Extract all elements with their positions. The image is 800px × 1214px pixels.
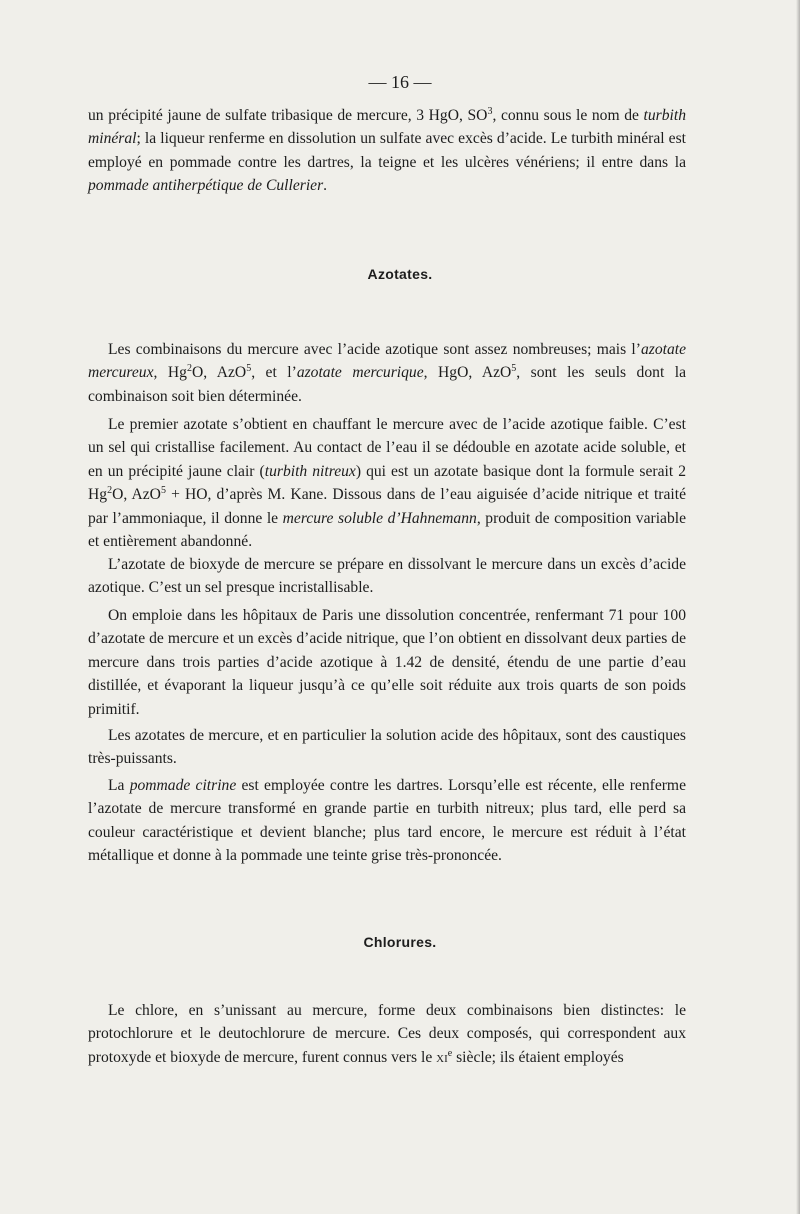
paragraph-pommade-citrine: La pommade citrine est employée contre les dartres. Lorsqu’elle est récente, elle renferme l’azotate de mercure transformé en grande partie en turbith nitreux; plus tard, elle perd sa couleur caractéristique et devient blanche; plus tard encore, le mercure est réduit à l’état métallique et donne à la pommade une teinte grise très-prononcée. (88, 777, 686, 865)
section-heading-azotates: Azotates. (367, 266, 433, 282)
paragraph-chlorures-intro: Le chlore, en s’unissant au mercure, forme deux combinaisons bien distinctes: le protochlorure et le deutochlorure de mercure. Ces deux composés, qui correspondent aux protoxyde et bioxyde de mercure, furent connus vers le $xi^e$ siècle; ils étaient employés (88, 1002, 686, 1066)
page-number: — 16 — (368, 72, 432, 92)
paragraph-azotate-bioxyde: L’azotate de bioxyde de mercure se prépare en dissolvant le mercure dans un excès d’acide azotique. C’est un sel presque incristallisable. (88, 556, 686, 597)
paragraph-azotates-intro: Les combinaisons du mercure avec l’acide azotique sont assez nombreuses; mais l’azotate mercureux, Hg$^2$O, AzO$^5$, et l’azotate mercurique, HgO, AzO$^5$, sont les seuls dont la combinaison soit bien déterminée. (88, 341, 687, 405)
paragraph-hopitaux-paris: On emploie dans les hôpitaux de Paris une dissolution concentrée, renfermant 71 pour 100 d’azotate de mercure et un excès d’acide nitrique, que l’on obtient en dissolvant deux parties de mercure dans trois parties d’acide azotique à 1.42 de densité, étendu de une partie d’eau distillée, et évaporant la liqueur jusqu’à ce qu’elle soit réduite aux trois quarts de son poids primitif. (88, 607, 686, 718)
section-heading-chlorures: Chlorures. (363, 934, 437, 950)
paragraph-turbith-mineral: un précipité jaune de sulfate tribasique de mercure, 3 HgO, $SO^3$, connu sous le nom de turbith minéral; la liqueur renferme en dissolution un sulfate avec excès d’acide. Le turbith minéral est employé en pommade contre les dartres, la teigne et les ulcères vénériens; il entre dans la pommade antiherpétique de Cullerier. (88, 106, 687, 195)
paragraph-premier-azotate: Le premier azotate s’obtient en chauffant le mercure avec de l’acide azotique faible. C’est un sel qui cristallise facilement. Au contact de l’eau il se dédouble en azotate acide soluble, et en un précipité jaune clair (turbith nitreux) qui est un azotate basique dont la formule serait 2 Hg$^2$O, AzO$^5$ + HO, d’après M. Kane. Dissous dans de l’eau aiguisée d’acide nitrique et traité par l’ammoniaque, il donne le mercure soluble d’Hahnemann, produit de composition variable et entièrement abandonné. (88, 416, 687, 551)
paragraph-caustiques: Les azotates de mercure, et en particulier la solution acide des hôpitaux, sont des caustiques très-puissants. (88, 727, 686, 768)
